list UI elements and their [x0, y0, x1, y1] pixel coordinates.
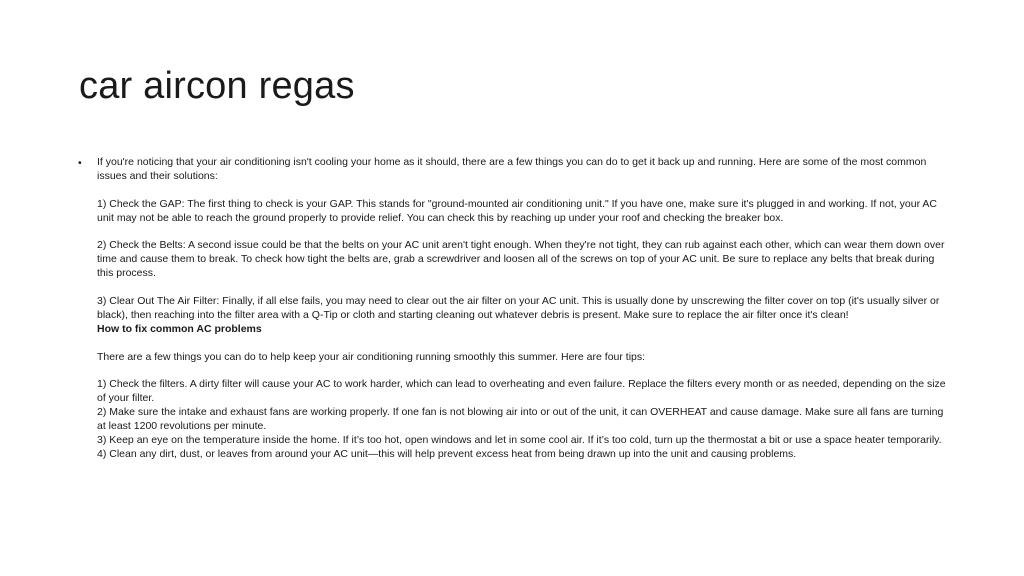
- bullet-icon: •: [78, 157, 82, 169]
- tip-4-paragraph: 4) Clean any dirt, dust, or leaves from around your AC unit—this will help prevent excess heat from being drawn up into the unit and causing problems.: [97, 447, 797, 460]
- section-heading: How to fix common AC problems: [97, 322, 262, 335]
- gap-tip-paragraph: 1) Check the GAP: The first thing to check is your GAP. This stands for "ground-mounted air conditioning unit." If you have one, make sure it's plugged in and working. If not, your AC unit may not be able to reach the ground properly to provide relief. You can check this by reaching up under your roof and checking the breaker box.: [97, 197, 937, 224]
- tip-3-paragraph: 3) Keep an eye on the temperature inside the home. If it’s too hot, open windows and let in some cool air. If it’s too cold, turn up the thermostat a bit or use a space heater temporarily.: [97, 434, 942, 447]
- bullet-content: [97, 156, 946, 462]
- slide-title: car aircon regas: [79, 65, 355, 107]
- slide-body: [78, 156, 946, 462]
- tip-1-paragraph: 1) Check the filters. A dirty filter will cause your AC to work harder, which can lead to overheating and even failure. Replace the filters every month or as needed, depending on the size of your filter.: [97, 378, 946, 405]
- filter-tip-paragraph: 3) Clear Out The Air Filter: Finally, if all else fails, you may need to clear out the air filter on your AC unit. This is usually done by unscrewing the filter cover on top (it's usually silver or black), then reaching into the filter area with a Q-Tip or cloth and starting cleaning out whatever debris is present. Make sure to replace the air filter once it's clean!: [97, 295, 940, 321]
- intro-paragraph: If you're noticing that your air conditioning isn't cooling your home as it should, there are a few things you can do to get it back up and running. Here are some of the most common issues and their solutions:: [97, 156, 927, 182]
- section-intro-paragraph: There are a few things you can do to help keep your air conditioning running smoothly this summer. Here are four tips:: [97, 350, 646, 363]
- tip-2-paragraph: 2) Make sure the intake and exhaust fans are working properly. If one fan is not blowing air into or out of the unit, it can OVERHEAT and cause damage. Make sure all fans are turning at least 1200 revolutions per minute.: [97, 406, 944, 433]
- belts-tip-paragraph: 2) Check the Belts: A second issue could be that the belts on your AC unit aren't tight enough. When they're not tight, they can rub against each other, which can wear them down over time and cause them to break. To check how tight the belts are, grab a screwdriver and loosen all of the screws on top of your AC unit. Be sure to replace any belts that break during this process.: [97, 239, 945, 280]
